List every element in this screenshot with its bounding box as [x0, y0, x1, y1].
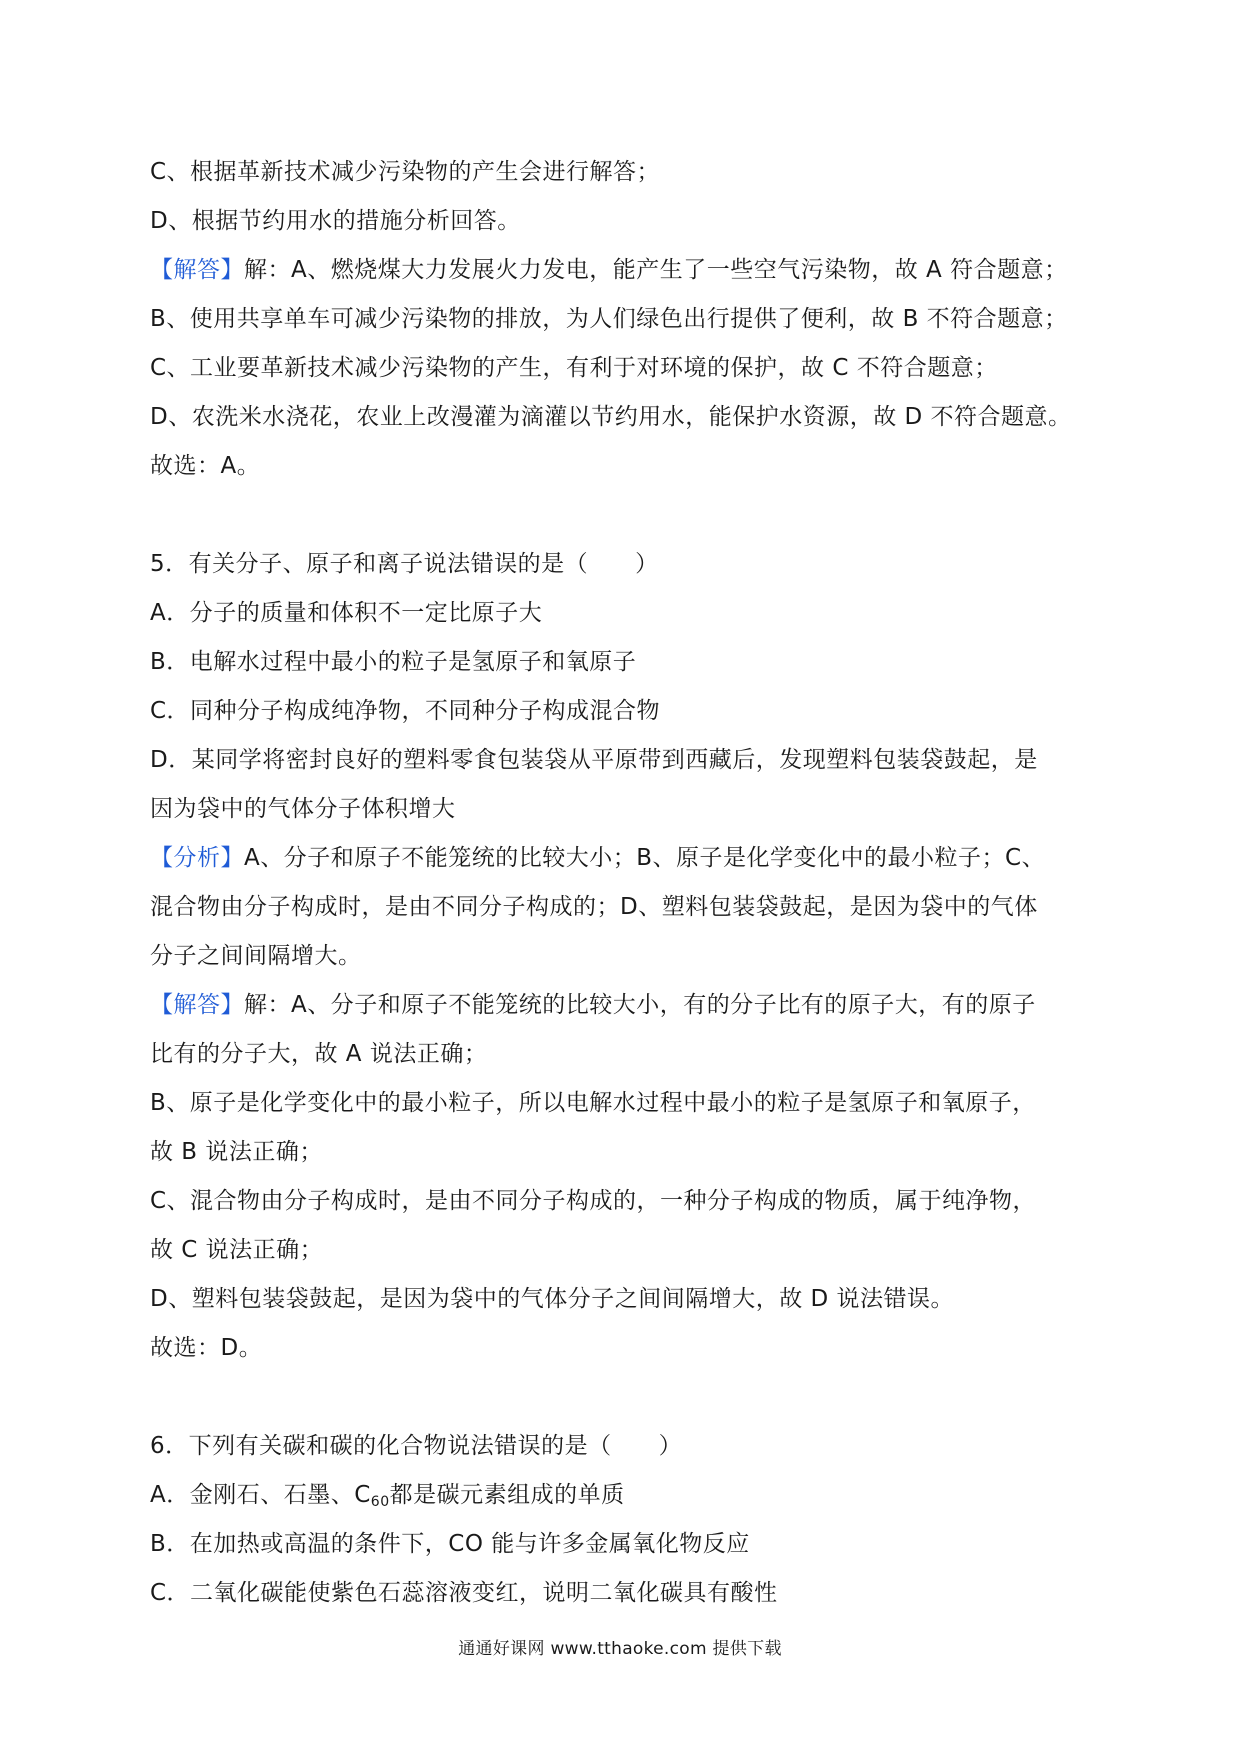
answer-tag: 【解答】	[150, 992, 244, 1018]
page-footer: 通通好课网 www.tthaoke.com 提供下载	[458, 1639, 782, 1659]
q5-choice: 故选：D。	[150, 1335, 263, 1361]
hint-d: D、根据节约用水的措施分析回答。	[150, 208, 521, 234]
q6-option-c: C．二氧化碳能使紫色石蕊溶液变红，说明二氧化碳具有酸性	[150, 1580, 778, 1606]
q6-option-a	[150, 1480, 1110, 1510]
q5-answer-line	[150, 990, 1110, 1020]
answer-c: C、工业要革新技术减少污染物的产生，有利于对环境的保护，故 C 不符合题意；	[150, 355, 998, 381]
q5-analysis-line	[150, 843, 1110, 873]
q5-answer-5: C、混合物由分子构成时，是由不同分子构成的，一种分子构成的物质，属于纯净物，	[150, 1188, 1037, 1214]
q5-option-b: B．电解水过程中最小的粒子是氢原子和氧原子	[150, 649, 637, 675]
answer-d: D、农洗米水浇花，农业上改漫灌为滴灌以节约用水，能保护水资源，故 D 不符合题意。	[150, 404, 1072, 430]
choice-line: 故选：A。	[150, 453, 261, 479]
answer-b: B、使用共享单车可减少污染物的排放，为人们绿色出行提供了便利，故 B 不符合题意；	[150, 306, 1068, 332]
analysis-tag: 【分析】	[150, 845, 244, 871]
analysis-text: A、分子和原子不能笼统的比较大小；B、原子是化学变化中的最小粒子；C、	[244, 845, 1046, 871]
answer-tag: 【解答】	[150, 257, 244, 283]
q5-option-d-line1: D．某同学将密封良好的塑料零食包装袋从平原带到西藏后，发现塑料包装袋鼓起，是	[150, 747, 1038, 773]
q6-option-a-text: A．金刚石、石墨、C	[150, 1482, 371, 1508]
q5-option-c: C．同种分子构成纯净物，不同种分子构成混合物	[150, 698, 661, 724]
hint-c: C、根据革新技术减少污染物的产生会进行解答；	[150, 159, 661, 185]
q6-option-a-rest: 都是碳元素组成的单质	[389, 1482, 625, 1508]
q5-analysis-2: 混合物由分子构成时，是由不同分子构成的；D、塑料包装袋鼓起，是因为袋中的气体	[150, 894, 1038, 920]
q5-answer-2: 比有的分子大，故 A 说法正确；	[150, 1041, 488, 1067]
q6-option-b: B．在加热或高温的条件下，CO 能与许多金属氧化物反应	[150, 1531, 750, 1557]
question-5-stem: 5．有关分子、原子和离子说法错误的是（ ）	[150, 551, 659, 577]
q5-answer-4: 故 B 说法正确；	[150, 1139, 323, 1165]
q5-analysis-3: 分子之间间隔增大。	[150, 943, 362, 969]
answer-text: 解：A、燃烧煤大力发展火力发电，能产生了一些空气污染物，故 A 符合题意；	[244, 257, 1068, 283]
q5-option-d-line2: 因为袋中的气体分子体积增大	[150, 796, 456, 822]
answer-line	[150, 255, 1110, 285]
q5-option-a: A．分子的质量和体积不一定比原子大	[150, 600, 543, 626]
c60-subscript: 60	[370, 1494, 390, 1510]
q5-answer-6: 故 C 说法正确；	[150, 1237, 324, 1263]
q5-answer-7: D、塑料包装袋鼓起，是因为袋中的气体分子之间间隔增大，故 D 说法错误。	[150, 1286, 955, 1312]
question-6-stem: 6．下列有关碳和碳的化合物说法错误的是（ ）	[150, 1433, 683, 1459]
q5-answer-3: B、原子是化学变化中的最小粒子，所以电解水过程中最小的粒子是氢原子和氧原子，	[150, 1090, 1036, 1116]
answer-text: 解：A、分子和原子不能笼统的比较大小，有的分子比有的原子大，有的原子	[244, 992, 1036, 1018]
